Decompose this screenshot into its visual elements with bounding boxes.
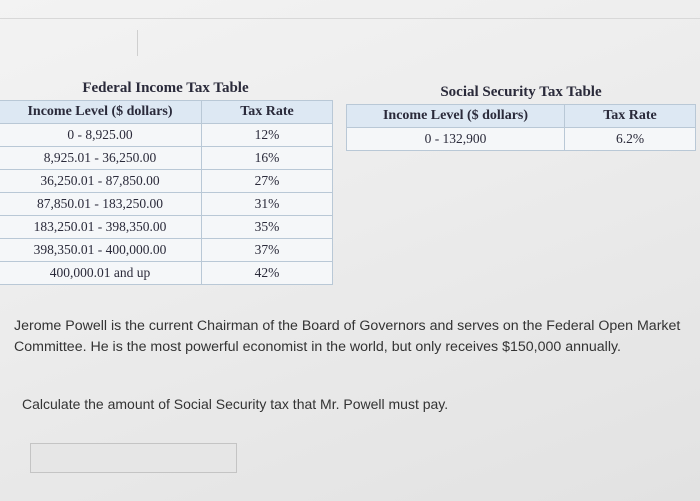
income-cell: 87,850.01 - 183,250.00 [0, 193, 202, 216]
income-cell: 398,350.01 - 400,000.00 [0, 239, 202, 262]
federal-table-title: Federal Income Tax Table [82, 79, 249, 96]
income-cell: 36,250.01 - 87,850.00 [0, 170, 202, 193]
decorative-mark [137, 30, 138, 56]
question-text: Jerome Powell is the current Chairman of the Board of Governors and serves on the Federal Open Market Committee. He is the most powerful economist in the world, but only receives $150,000 annually. [14, 318, 681, 355]
income-cell: 183,250.01 - 398,350.00 [0, 216, 202, 239]
income-cell: 0 - 8,925.00 [0, 124, 202, 147]
rate-cell: 37% [202, 239, 333, 262]
rate-cell: 12% [202, 124, 333, 147]
table-row [0, 262, 333, 285]
table-row [0, 239, 333, 262]
question-instruction: Calculate the amount of Social Security tax that Mr. Powell must pay. [22, 396, 449, 412]
table-row [0, 193, 333, 216]
social-security-tax-table [346, 80, 696, 151]
answer-input[interactable] [30, 443, 237, 473]
federal-header-income: Income Level ($ dollars) [0, 101, 202, 124]
top-divider [0, 18, 700, 19]
rate-cell: 27% [202, 170, 333, 193]
table-row [347, 128, 696, 151]
table-row [0, 170, 333, 193]
rate-cell: 42% [202, 262, 333, 285]
rate-cell: 6.2% [565, 128, 696, 151]
table-row [0, 124, 333, 147]
ss-header-rate: Tax Rate [565, 105, 696, 128]
ss-table-title: Social Security Tax Table [440, 83, 602, 100]
income-cell: 400,000.01 and up [0, 262, 202, 285]
table-row [0, 147, 333, 170]
federal-income-tax-table [0, 76, 333, 285]
ss-header-income: Income Level ($ dollars) [347, 105, 565, 128]
rate-cell: 31% [202, 193, 333, 216]
table-row [0, 216, 333, 239]
rate-cell: 35% [202, 216, 333, 239]
income-cell: 8,925.01 - 36,250.00 [0, 147, 202, 170]
income-cell: 0 - 132,900 [347, 128, 565, 151]
rate-cell: 16% [202, 147, 333, 170]
federal-header-rate: Tax Rate [202, 101, 333, 124]
